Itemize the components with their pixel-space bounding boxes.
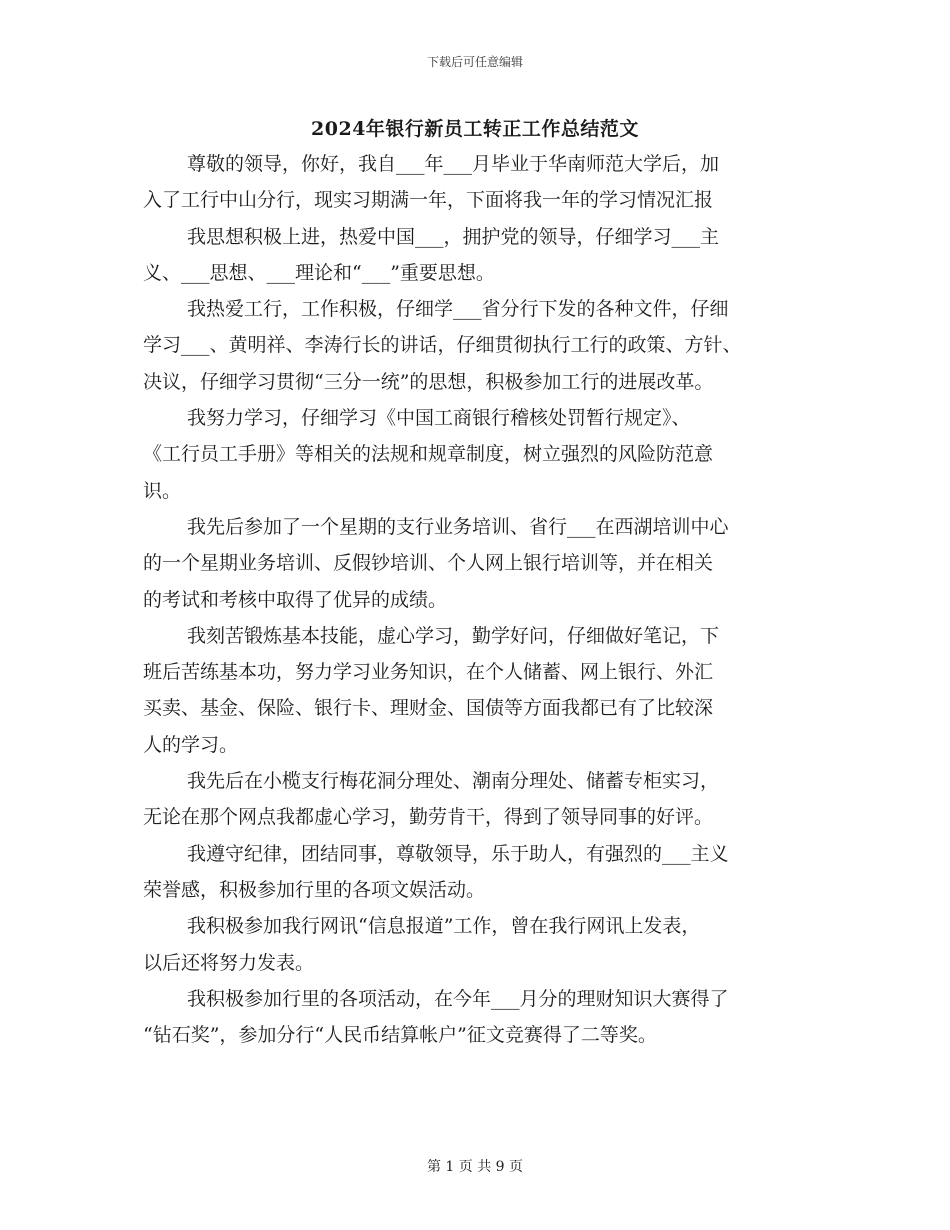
body-line: 入了工行中山分行，现实习期满一年，下面将我一年的学习情况汇报 [143,189,714,212]
body-line: “钻石奖”，参加分行“人民币结算帐户”征文竞赛得了二等奖。 [143,1024,657,1047]
body-line: 我先后在小榄支行梅花洞分理处、潮南分理处、储蓄专柜实习， [187,770,720,793]
body-line: 我先后参加了一个星期的支行业务培训、省行___在西湖培训中心 [187,515,729,538]
body-line: 班后苦练基本功，努力学习业务知识，在个人储蓄、网上银行、外汇 [143,661,714,684]
body-line: 的一个星期业务培训、反假钞培训、个人网上银行培训等，并在相关 [143,552,714,575]
page-footer: 第 1 页 共 9 页 [426,1159,524,1175]
document-body [143,146,815,1053]
body-line: 学习___、黄明祥、李涛行长的讲话，仔细贯彻执行工行的政策、方针、 [143,334,742,357]
body-line: 我思想积极上进，热爱中国___，拥护党的领导，仔细学习___主 [187,225,720,248]
body-line: 决议，仔细学习贯彻“三分一统”的思想，积极参加工行的进展改革。 [143,370,714,393]
body-line: 《工行员工手册》等相关的法规和规章制度，树立强烈的风险防范意 [143,443,714,466]
body-line: 人的学习。 [143,733,239,756]
body-line: 的考试和考核中取得了优异的成绩。 [143,588,448,611]
body-line: 尊敬的领导，你好，我自___年___月毕业于华南师范大学后，加 [187,153,720,175]
body-line: 我积极参加行里的各项活动，在今年___月分的理财知识大赛得了 [187,987,729,1010]
body-line: 我热爱工行，工作积极，仔细学___省分行下发的各种文件，仔细 [187,298,729,321]
page-header: 下载后可任意编辑 [426,55,523,69]
document-title: 2024年银行新员工转正工作总结范文 [311,118,639,140]
body-line: 买卖、基金、保险、银行卡、理财金、国债等方面我都已有了比较深 [143,697,714,720]
body-line: 识。 [143,479,182,502]
body-line: 无论在那个网点我都虚心学习，勤劳肯干，得到了领导同事的好评。 [143,806,714,829]
body-line: 我遵守纪律，团结同事，尊敬领导，乐于助人，有强烈的___主义 [187,842,729,865]
body-line: 我努力学习，仔细学习《中国工商银行稽核处罚暂行规定》、 [187,407,691,430]
body-line: 义、___思想、___理论和“___”重要思想。 [143,261,495,284]
body-line: 以后还将努力发表。 [143,951,315,974]
body-line: 我刻苦锻炼基本技能，虚心学习，勤学好问，仔细做好笔记，下 [187,624,720,647]
body-line: 荣誉感，积极参加行里的各项文娱活动。 [143,878,486,901]
body-line: 我积极参加我行网讯“信息报道”工作，曾在我行网讯上发表， [187,915,701,938]
